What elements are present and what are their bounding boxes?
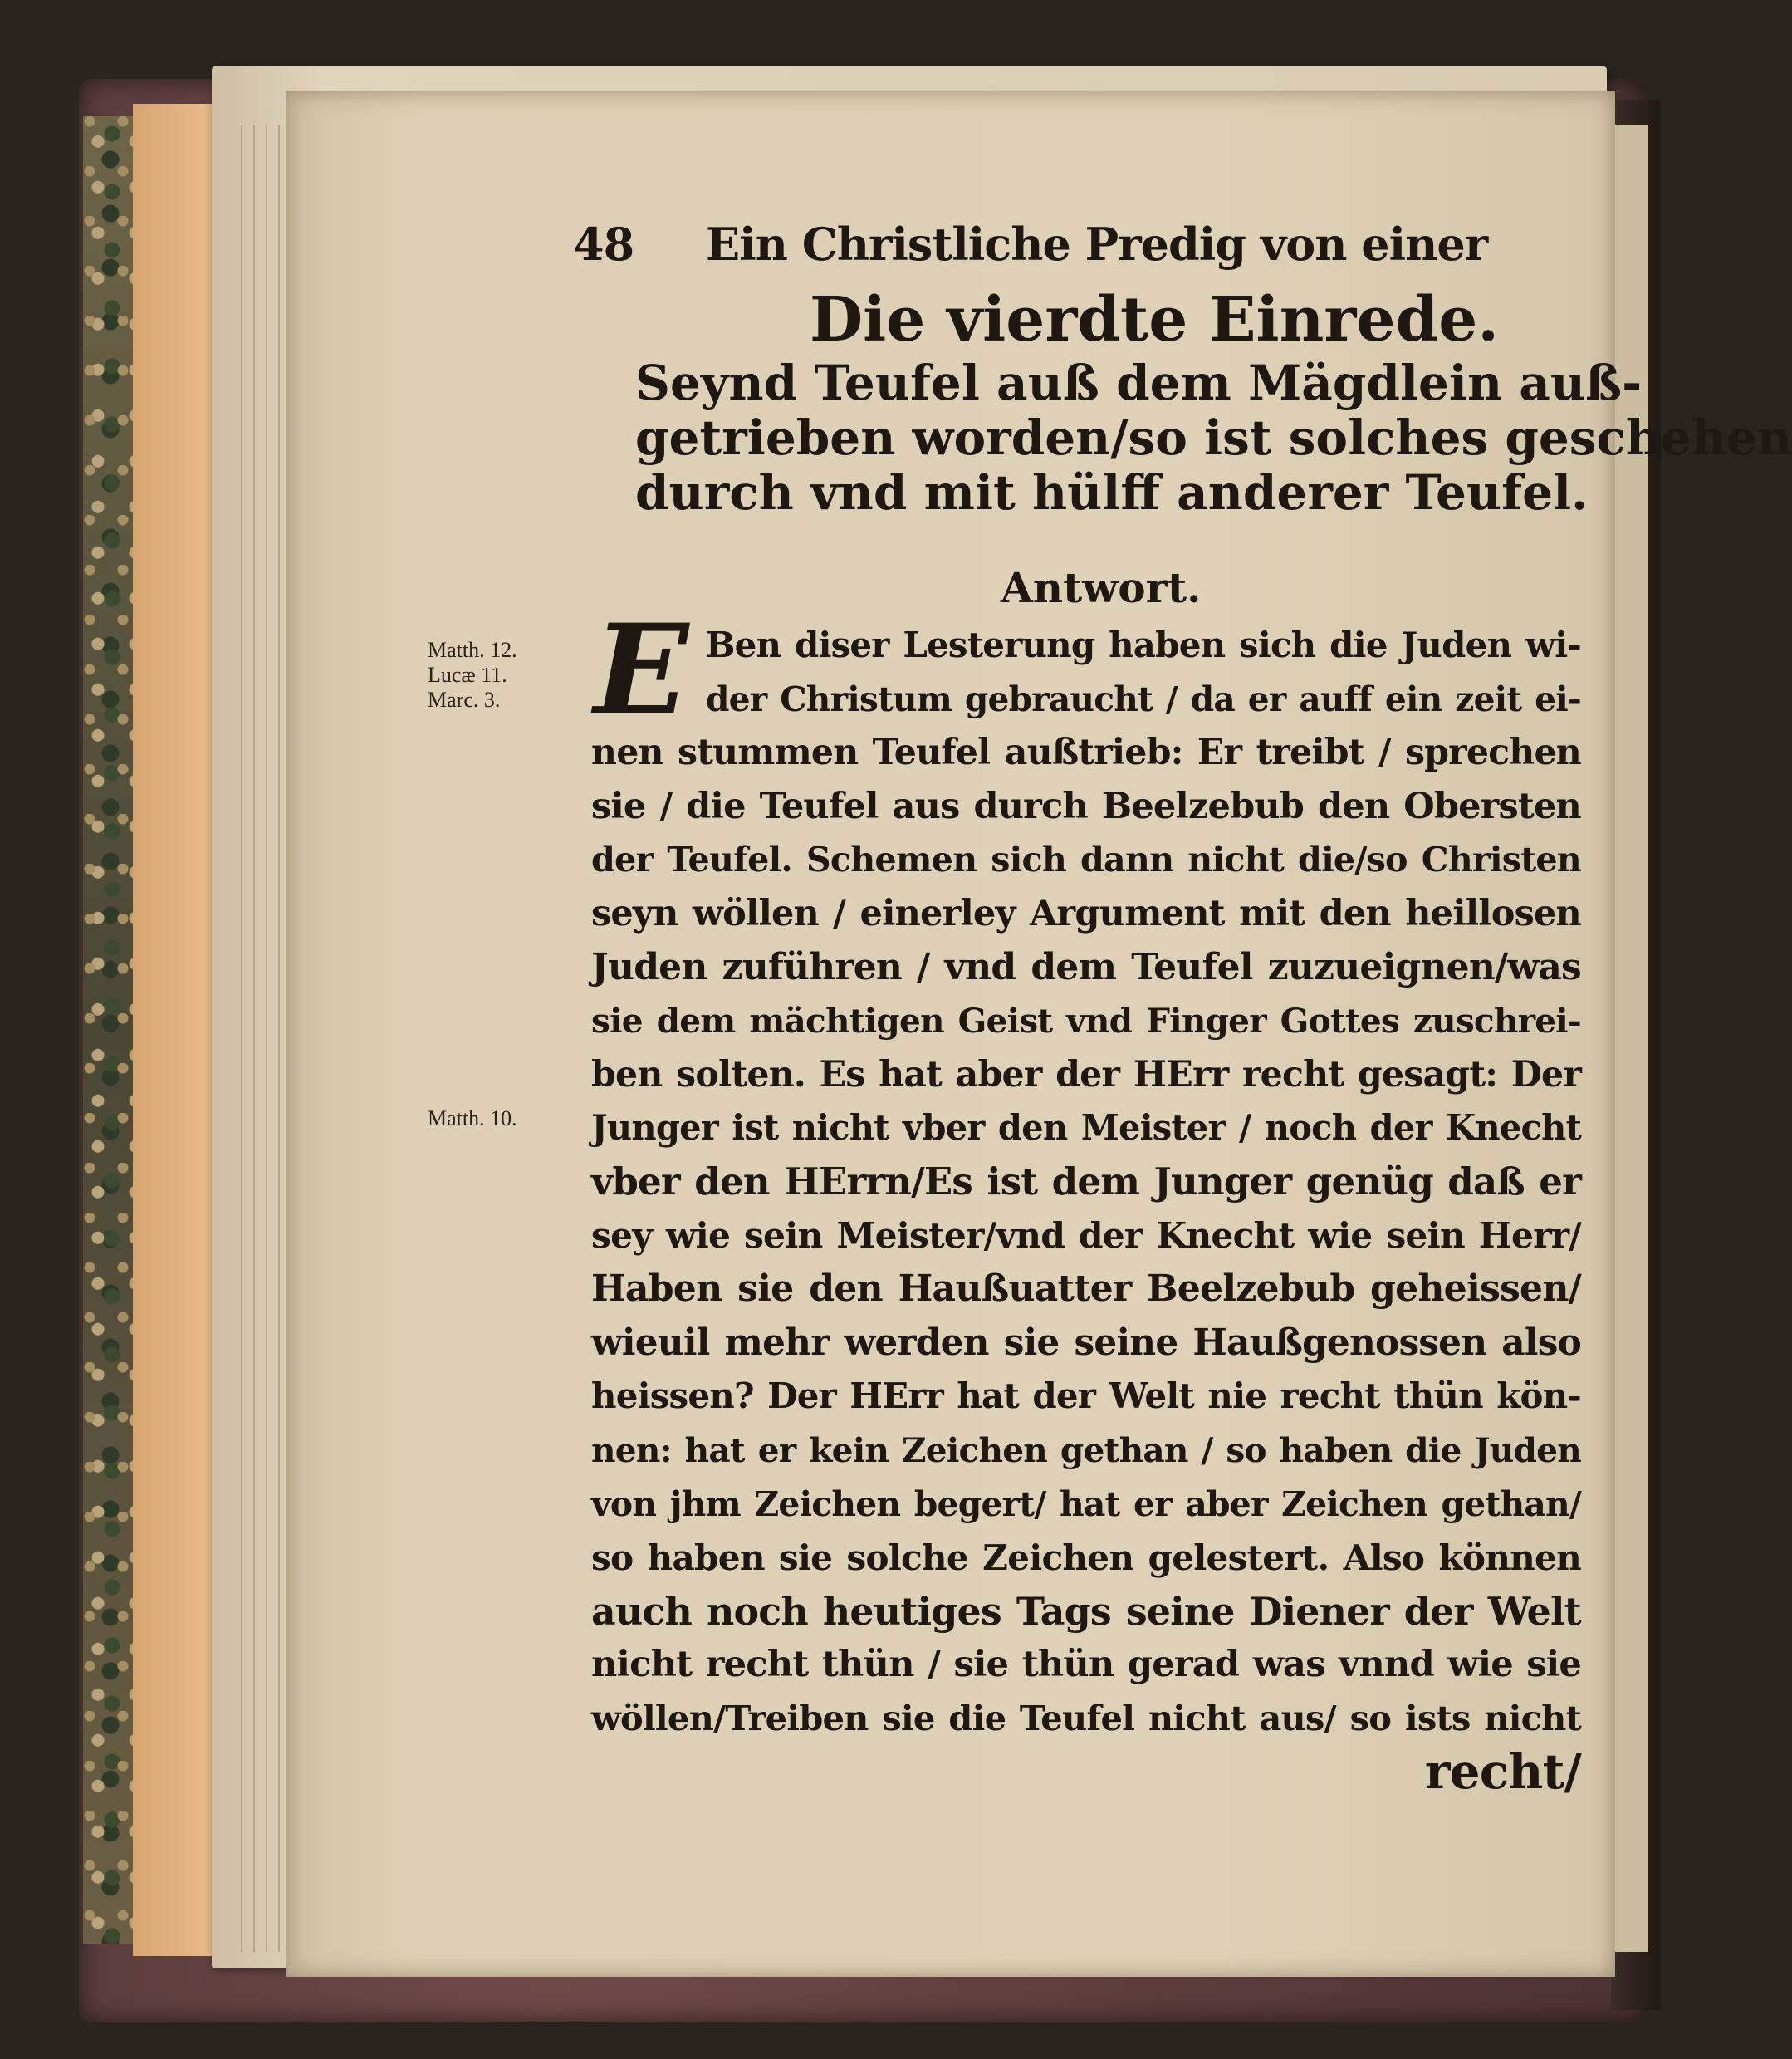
body-line: nen stummen Teufel außtrieb: Er treibt / sprechen — [591, 732, 1581, 774]
heading-line: durch vnd mit hülff anderer Teufel. — [635, 464, 1589, 521]
body-line: Juden zuführen / vnd dem Teufel zuzueignen/was — [591, 945, 1581, 988]
body-line: sie dem mächtigen Geist vnd Finger Gottes zuschrei- — [591, 1001, 1581, 1042]
body-line: so haben sie solche Zeichen gelestert. Also können — [591, 1537, 1581, 1579]
body-line: auch noch heutiges Tags seine Diener der Welt — [591, 1588, 1581, 1634]
page-edge-line — [278, 125, 280, 1952]
margin-note: Marc. 3. — [428, 688, 501, 712]
margin-note: Matth. 10. — [428, 1106, 517, 1130]
body-line: vber den HErrn/Es ist dem Junger genüg daß er — [591, 1159, 1581, 1204]
heading-line: Seynd Teufel auß dem Mägdlein auß- — [635, 355, 1643, 411]
drop-cap: E — [594, 597, 689, 743]
body-line: wöllen/Treiben sie die Teufel nicht aus/ so ists nicht — [591, 1697, 1581, 1738]
margin-note: Matth. 12. — [428, 638, 517, 662]
body-line: wieuil mehr werden sie seine Haußgenossen also — [591, 1321, 1581, 1364]
body-line: der Christum gebraucht / da er auff ein zeit ei- — [706, 679, 1581, 719]
body-line: ben solten. Es hat aber der HErr recht gesagt: Der — [591, 1053, 1581, 1096]
catchword: recht/ — [1424, 1743, 1581, 1801]
section-title: Die vierdte Einrede. — [810, 284, 1500, 355]
page-edge-line — [253, 125, 255, 1952]
body-line: sie / die Teufel aus durch Beelzebub den Obersten — [591, 785, 1581, 827]
body-line: Haben sie den Haußuatter Beelzebub geheissen/ — [591, 1267, 1581, 1311]
body-line: von jhm Zeichen begert/ hat er aber Zeichen gethan/ — [591, 1483, 1581, 1524]
body-line: heissen? Der HErr hat der Welt nie recht thün kön- — [591, 1375, 1581, 1417]
body-line: Junger ist nicht vber den Meister / noch der Knecht — [591, 1107, 1581, 1149]
page-edge-line — [241, 125, 242, 1952]
body-line: Ben diser Lesterung haben sich die Juden wi- — [706, 625, 1581, 665]
body-line: nen: hat er kein Zeichen gethan / so haben die Juden — [591, 1429, 1581, 1470]
body-line: sey wie sein Meister/vnd der Knecht wie sein Herr/ — [591, 1214, 1581, 1257]
body-text — [591, 619, 1581, 1799]
body-line: nicht recht thün / sie thün gerad was vnnd wie sie — [591, 1644, 1581, 1686]
heading-line: getrieben worden/so ist solches geschehen — [635, 409, 1792, 466]
margin-note: Lucæ 11. — [428, 663, 507, 687]
running-head: Ein Christliche Predig von einer — [706, 218, 1488, 271]
body-line: der Teufel. Schemen sich dann nicht die/so Christen — [591, 839, 1581, 880]
page-edge-line — [266, 125, 267, 1952]
page-number: 48 — [573, 218, 634, 271]
objection-heading — [635, 355, 1792, 520]
answer-label: Antwort. — [1001, 563, 1202, 612]
body-line: seyn wöllen / einerley Argument mit den heillosen — [591, 892, 1581, 934]
